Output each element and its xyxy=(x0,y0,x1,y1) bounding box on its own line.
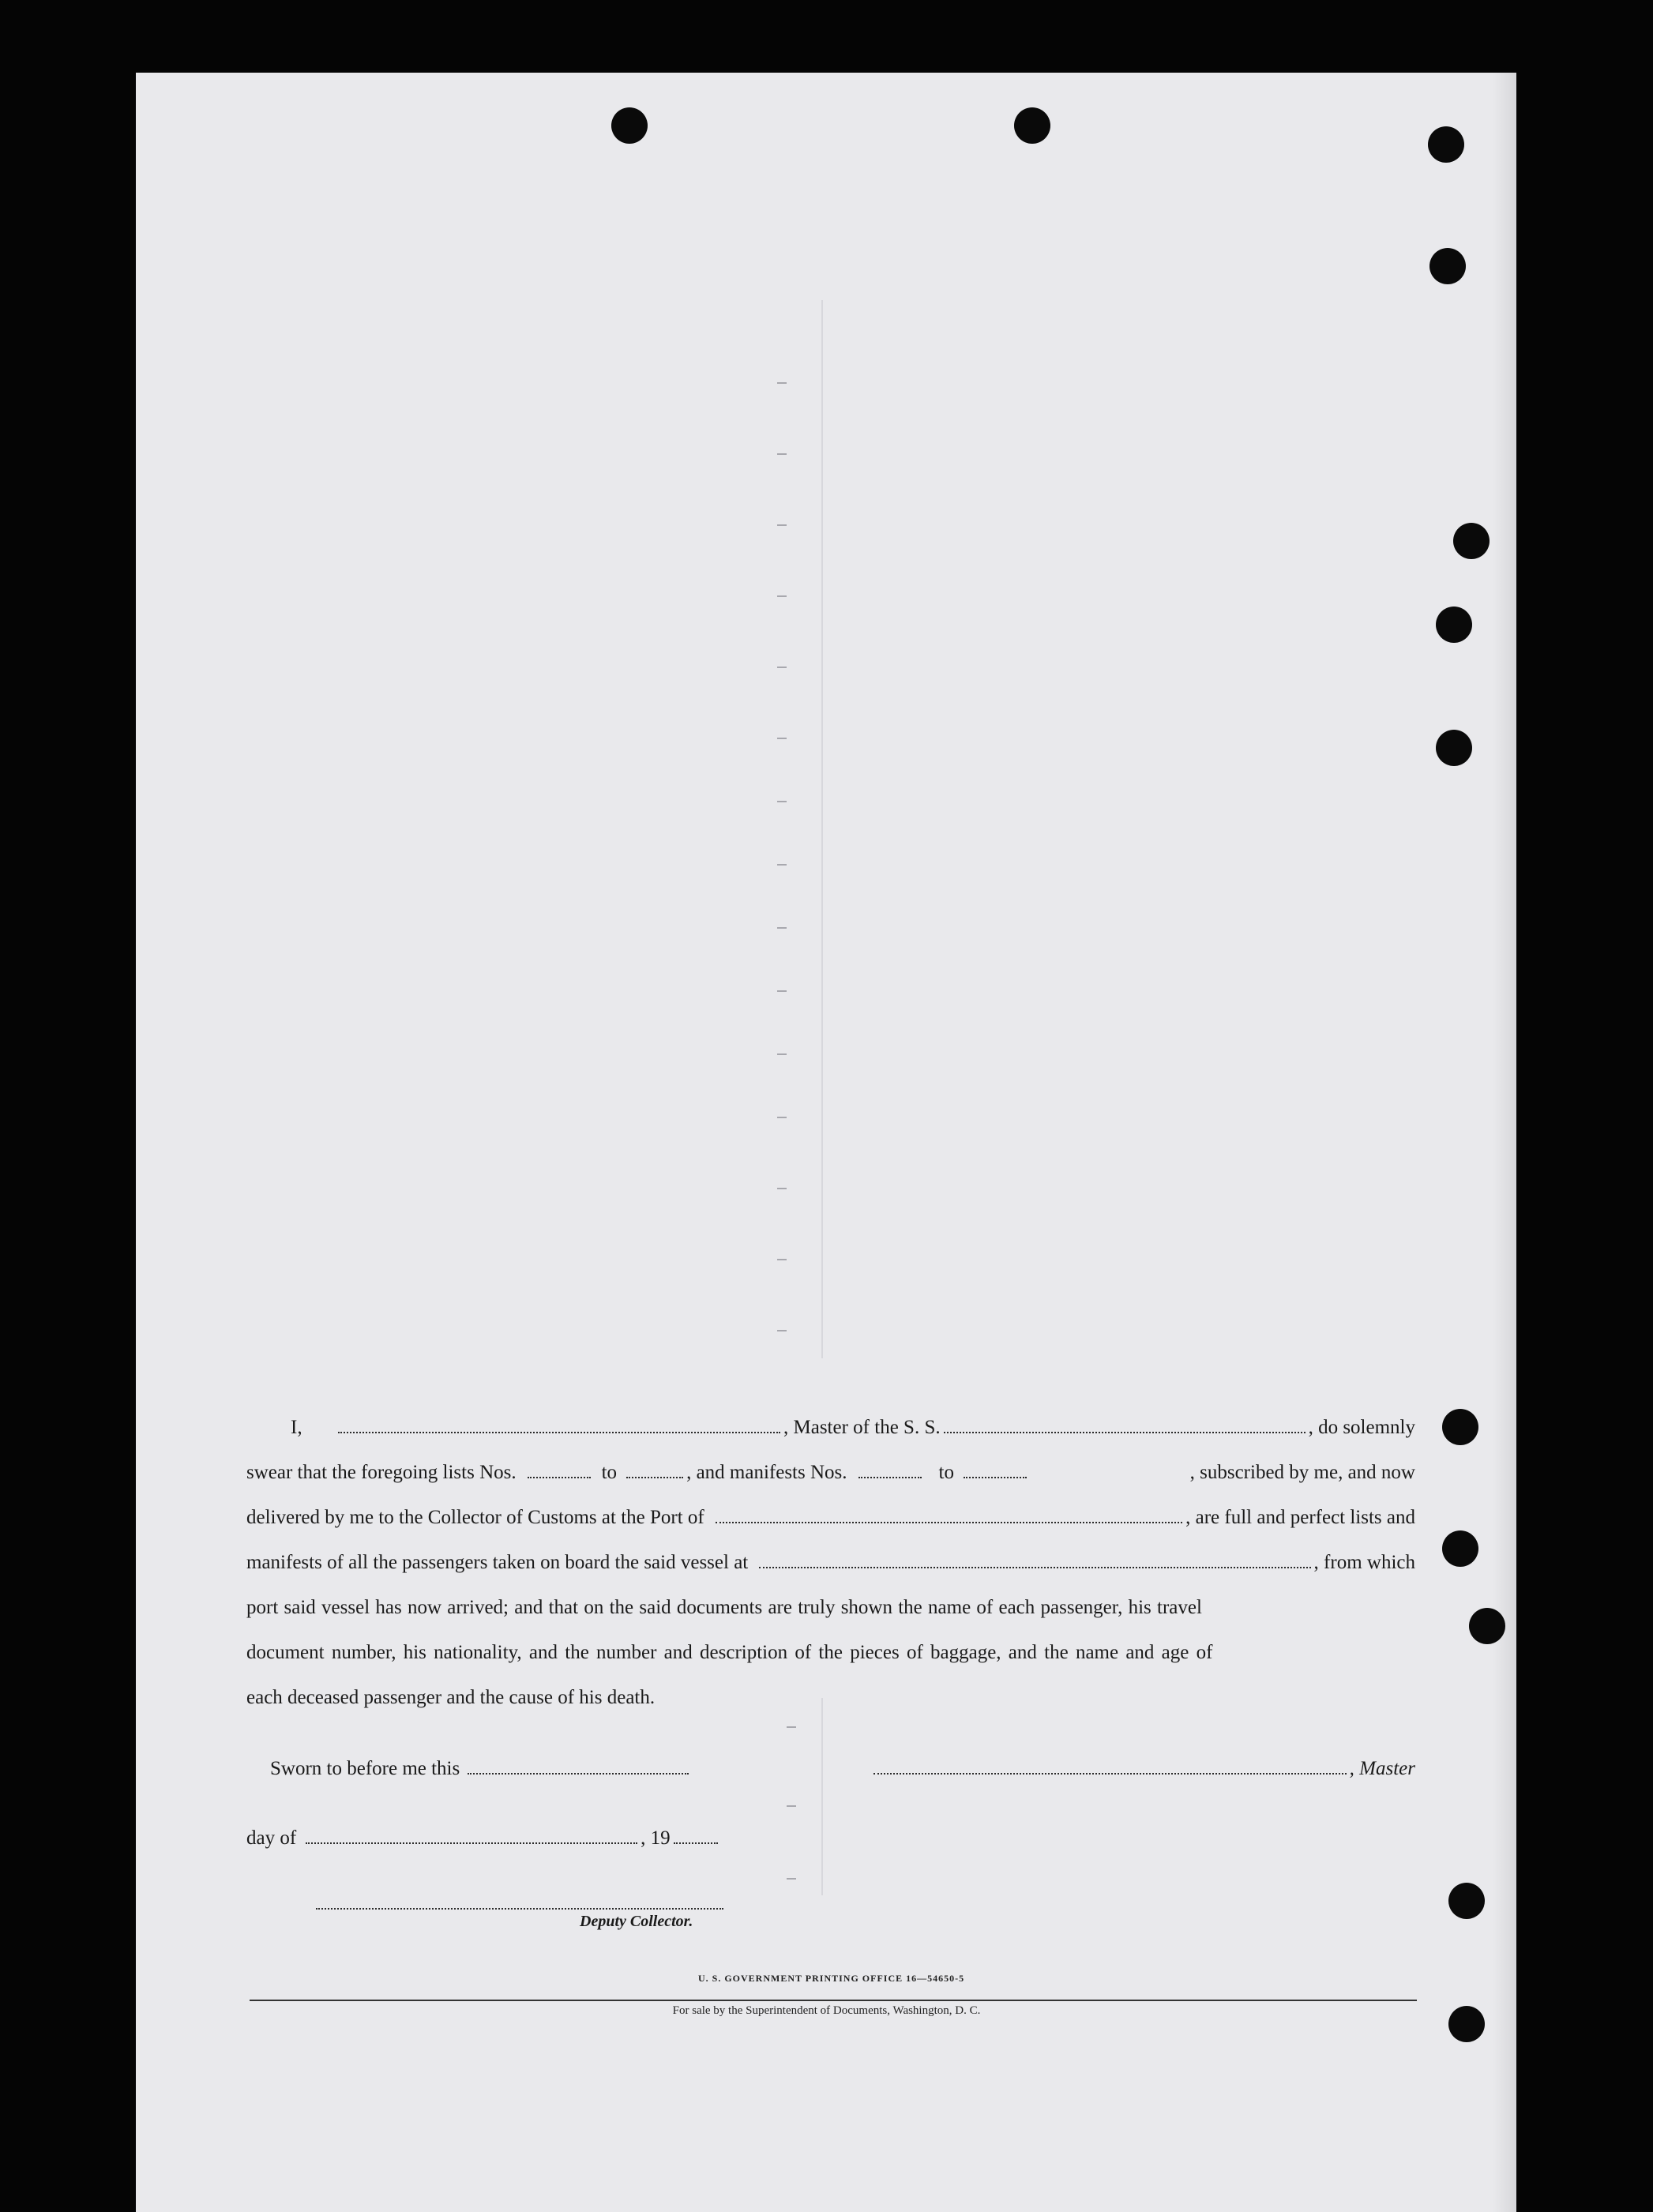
deputy-collector-signature-line[interactable] xyxy=(316,1908,723,1910)
oath-do-solemnly: , do solemnly xyxy=(1308,1417,1415,1438)
bleed-column-rule xyxy=(821,1698,823,1895)
port-of-departure-blank[interactable] xyxy=(759,1553,1310,1568)
jurat-deputy-collector: Deputy Collector. xyxy=(580,1913,693,1930)
oath-full-lists: , are full and perfect lists and xyxy=(1185,1507,1415,1528)
oath-swear-lists: swear that the foregoing lists Nos. xyxy=(246,1462,517,1483)
jurat-master: , Master xyxy=(1349,1758,1415,1779)
vessel-name-blank[interactable] xyxy=(944,1418,1305,1433)
bleed-mark xyxy=(777,801,787,802)
punch-hole xyxy=(1436,730,1472,766)
oath-delivered: delivered by me to the Collector of Customs at the Port of xyxy=(246,1507,704,1528)
punch-hole xyxy=(1469,1608,1505,1644)
bleed-mark xyxy=(787,1878,796,1880)
bleed-mark xyxy=(777,382,787,384)
punch-hole xyxy=(1442,1530,1478,1567)
bleed-mark xyxy=(777,595,787,597)
bleed-mark xyxy=(787,1805,796,1807)
master-signature-blank[interactable] xyxy=(873,1759,1346,1774)
port-of-arrival-blank[interactable] xyxy=(716,1508,1182,1523)
bleed-mark xyxy=(787,1726,796,1728)
printing-office-imprint: U. S. GOVERNMENT PRINTING OFFICE 16—54650-5 xyxy=(698,1973,965,1984)
oath-manifests-nos: , and manifests Nos. xyxy=(686,1462,847,1483)
bleed-mark xyxy=(777,990,787,992)
oath-line-2 xyxy=(246,1462,1415,1484)
manifest-from-blank[interactable] xyxy=(858,1463,922,1478)
oath-deceased: each deceased passenger and the cause of his death. xyxy=(246,1687,656,1708)
punch-hole xyxy=(1453,523,1490,559)
oath-line-1 xyxy=(246,1417,1415,1439)
list-from-blank[interactable] xyxy=(528,1463,591,1478)
punch-hole xyxy=(1014,107,1050,144)
oath-line-4 xyxy=(246,1552,1415,1574)
oath-line-5 xyxy=(246,1597,1415,1619)
bleed-mark xyxy=(777,453,787,455)
page-edge-shadow xyxy=(1493,73,1516,2212)
bleed-mark xyxy=(777,1259,787,1260)
bleed-mark xyxy=(777,1117,787,1118)
oath-master-of-ss: , Master of the S. S. xyxy=(783,1417,941,1438)
bleed-mark xyxy=(777,667,787,668)
bleed-mark xyxy=(777,738,787,739)
jurat-day-of: day of xyxy=(246,1827,297,1849)
jurat-sworn: Sworn to before me this xyxy=(270,1758,460,1779)
bleed-mark xyxy=(777,1053,787,1055)
oath-port-arrived: port said vessel has now arrived; and that on the said documents are truly shown the name of each passenger, his travel xyxy=(246,1597,1202,1618)
bleed-mark xyxy=(777,1330,787,1331)
bleed-mark xyxy=(777,1188,787,1189)
list-to-blank[interactable] xyxy=(626,1463,683,1478)
footer-sale-notice: For sale by the Superintendent of Documents, Washington, D. C. xyxy=(672,2004,981,2017)
bleed-mark xyxy=(777,864,787,866)
punch-hole xyxy=(1428,126,1464,163)
oath-line-6 xyxy=(246,1642,1415,1664)
year-blank[interactable] xyxy=(674,1828,718,1844)
oath-to: to xyxy=(601,1462,618,1483)
oath-manifests-all: manifests of all the passengers taken on board the said vessel at xyxy=(246,1552,749,1573)
oath-line-3 xyxy=(246,1507,1415,1529)
month-blank[interactable] xyxy=(306,1828,637,1844)
sworn-date-blank[interactable] xyxy=(468,1759,689,1774)
footer-rule xyxy=(250,2000,1417,2001)
oath-subscribed: , subscribed by me, and now xyxy=(1189,1462,1415,1483)
punch-hole xyxy=(1429,248,1466,284)
jurat-year: , 19 xyxy=(641,1827,671,1849)
oath-document-number: document number, his nationality, and the number and description of the pieces of baggage, and the name and age of xyxy=(246,1642,1213,1663)
jurat-line-1 xyxy=(270,1758,1415,1780)
punch-hole xyxy=(1442,1409,1478,1445)
punch-hole xyxy=(1448,1883,1485,1919)
oath-line-7 xyxy=(246,1687,1415,1709)
bleed-mark xyxy=(777,524,787,526)
master-name-blank[interactable] xyxy=(338,1418,780,1433)
bleed-mark xyxy=(777,927,787,929)
oath-to-2: to xyxy=(938,1462,954,1483)
oath-from-which: , from which xyxy=(1313,1552,1415,1573)
punch-hole xyxy=(611,107,648,144)
oath-i: I, xyxy=(291,1417,302,1438)
form-page xyxy=(136,73,1516,2212)
jurat-line-2 xyxy=(246,1827,1415,1850)
manifest-to-blank[interactable] xyxy=(964,1463,1027,1478)
bleed-column-rule xyxy=(821,300,823,1358)
punch-hole xyxy=(1436,607,1472,643)
